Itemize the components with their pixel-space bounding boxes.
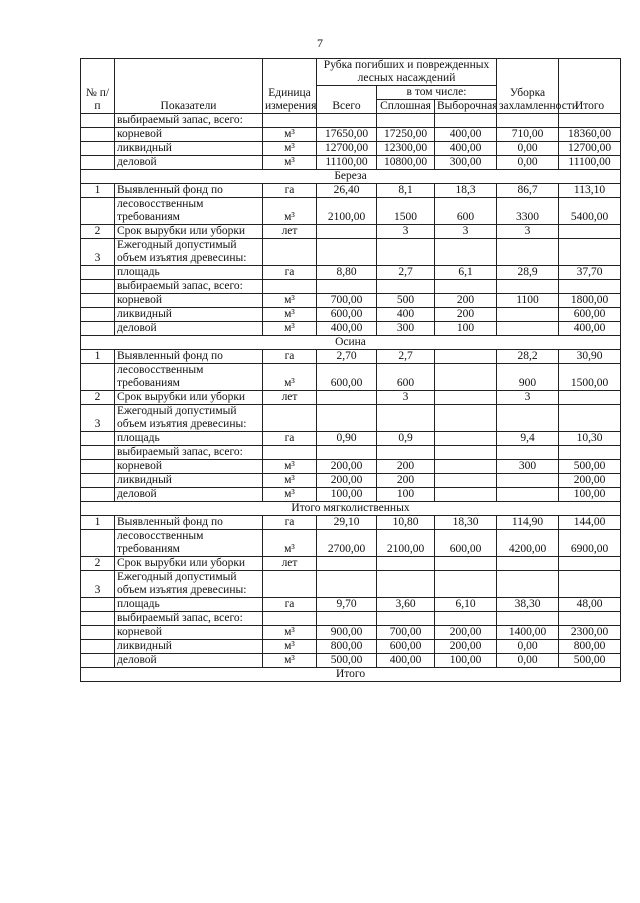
row-selective: 600,00	[435, 530, 497, 557]
row-unit: м³	[263, 294, 317, 308]
row-selective: 200	[435, 294, 497, 308]
row-total	[317, 571, 377, 598]
row-unit: м³	[263, 488, 317, 502]
section-header-row	[81, 336, 621, 350]
header-unit: Единица измерения	[263, 59, 317, 114]
row-cleanup: 4200,00	[497, 530, 559, 557]
row-label: Выявленный фонд по	[115, 184, 263, 198]
row-cleanup	[497, 280, 559, 294]
row-sum: 2300,00	[559, 626, 621, 640]
table-row	[81, 391, 621, 405]
row-clear: 3	[377, 225, 435, 239]
row-clear: 2,7	[377, 266, 435, 280]
row-sum: 200,00	[559, 474, 621, 488]
row-num: 1	[81, 516, 115, 530]
row-num: 2	[81, 391, 115, 405]
row-num: 1	[81, 184, 115, 198]
row-clear: 200	[377, 460, 435, 474]
row-cleanup: 300	[497, 460, 559, 474]
row-clear: 300	[377, 322, 435, 336]
header-total: Всего	[317, 86, 377, 114]
table-row	[81, 239, 621, 266]
row-total: 17650,00	[317, 128, 377, 142]
row-selective	[435, 364, 497, 391]
row-num	[81, 530, 115, 557]
row-selective: 100	[435, 322, 497, 336]
row-clear: 3	[377, 391, 435, 405]
table-row	[81, 308, 621, 322]
row-selective: 600	[435, 198, 497, 225]
row-label: корневой	[115, 460, 263, 474]
row-unit: м³	[263, 308, 317, 322]
row-num	[81, 280, 115, 294]
row-label: ликвидный	[115, 640, 263, 654]
row-total	[317, 405, 377, 432]
page-number: 7	[317, 36, 323, 50]
row-cleanup: 28,9	[497, 266, 559, 280]
row-selective: 400,00	[435, 142, 497, 156]
row-cleanup: 0,00	[497, 654, 559, 668]
table-row	[81, 225, 621, 239]
row-selective	[435, 488, 497, 502]
row-selective: 6,10	[435, 598, 497, 612]
row-selective: 18,3	[435, 184, 497, 198]
row-total: 200,00	[317, 460, 377, 474]
row-selective: 6,1	[435, 266, 497, 280]
header-clear: Сплошная	[377, 100, 435, 114]
row-selective	[435, 446, 497, 460]
row-unit: м³	[263, 156, 317, 170]
row-clear: 400,00	[377, 654, 435, 668]
row-unit: м³	[263, 640, 317, 654]
row-total	[317, 446, 377, 460]
row-sum: 18360,00	[559, 128, 621, 142]
row-total: 400,00	[317, 322, 377, 336]
row-clear: 600	[377, 364, 435, 391]
row-num: 2	[81, 225, 115, 239]
row-total: 2100,00	[317, 198, 377, 225]
row-label: корневой	[115, 626, 263, 640]
row-num	[81, 156, 115, 170]
row-cleanup: 900	[497, 364, 559, 391]
row-label: корневой	[115, 294, 263, 308]
row-sum: 12700,00	[559, 142, 621, 156]
row-sum	[559, 280, 621, 294]
row-sum	[559, 225, 621, 239]
row-sum: 500,00	[559, 654, 621, 668]
row-unit	[263, 114, 317, 128]
row-label: Срок вырубки или уборки	[115, 225, 263, 239]
row-unit: м³	[263, 474, 317, 488]
row-unit: м³	[263, 128, 317, 142]
row-label: выбираемый запас, всего:	[115, 446, 263, 460]
table-row	[81, 557, 621, 571]
row-cleanup	[497, 322, 559, 336]
row-clear: 17250,00	[377, 128, 435, 142]
row-num: 3	[81, 405, 115, 432]
row-cleanup	[497, 474, 559, 488]
table-row	[81, 350, 621, 364]
row-total	[317, 391, 377, 405]
row-num	[81, 142, 115, 156]
table-row	[81, 626, 621, 640]
row-cleanup: 114,90	[497, 516, 559, 530]
row-selective	[435, 405, 497, 432]
row-total: 600,00	[317, 364, 377, 391]
row-label: лесовосственным требованиям	[115, 530, 263, 557]
row-unit: м³	[263, 322, 317, 336]
row-clear: 600,00	[377, 640, 435, 654]
row-unit: га	[263, 184, 317, 198]
row-selective: 18,30	[435, 516, 497, 530]
table-row	[81, 114, 621, 128]
row-label: площадь	[115, 266, 263, 280]
forest-table	[80, 58, 621, 682]
row-unit: м³	[263, 198, 317, 225]
row-sum: 500,00	[559, 460, 621, 474]
row-total	[317, 225, 377, 239]
row-selective: 300,00	[435, 156, 497, 170]
table-row	[81, 488, 621, 502]
row-sum: 800,00	[559, 640, 621, 654]
header-logging: Рубка погибших и поврежденных лесных насаждений	[317, 59, 497, 86]
row-sum: 600,00	[559, 308, 621, 322]
row-sum: 10,30	[559, 432, 621, 446]
row-total: 100,00	[317, 488, 377, 502]
table-row	[81, 294, 621, 308]
row-total	[317, 280, 377, 294]
row-unit: га	[263, 266, 317, 280]
row-clear: 1500	[377, 198, 435, 225]
row-cleanup: 3300	[497, 198, 559, 225]
row-selective	[435, 280, 497, 294]
row-selective	[435, 432, 497, 446]
row-unit: га	[263, 350, 317, 364]
row-total: 11100,00	[317, 156, 377, 170]
row-sum: 11100,00	[559, 156, 621, 170]
row-cleanup	[497, 239, 559, 266]
table-row	[81, 142, 621, 156]
row-total	[317, 114, 377, 128]
row-total: 12700,00	[317, 142, 377, 156]
row-total	[317, 239, 377, 266]
row-clear: 200	[377, 474, 435, 488]
row-label: Ежегодный допустимый объем изъятия древесины:	[115, 571, 263, 598]
row-sum	[559, 571, 621, 598]
row-selective	[435, 557, 497, 571]
row-clear	[377, 114, 435, 128]
table-row	[81, 405, 621, 432]
row-sum: 1500,00	[559, 364, 621, 391]
row-unit: м³	[263, 530, 317, 557]
table-row	[81, 266, 621, 280]
table-row	[81, 654, 621, 668]
row-total: 26,40	[317, 184, 377, 198]
row-num	[81, 364, 115, 391]
row-selective: 200,00	[435, 626, 497, 640]
row-sum: 113,10	[559, 184, 621, 198]
row-selective	[435, 571, 497, 598]
row-sum: 37,70	[559, 266, 621, 280]
row-cleanup: 0,00	[497, 640, 559, 654]
row-total: 2700,00	[317, 530, 377, 557]
row-cleanup	[497, 557, 559, 571]
row-total: 600,00	[317, 308, 377, 322]
table-row	[81, 432, 621, 446]
row-cleanup	[497, 114, 559, 128]
row-total	[317, 612, 377, 626]
row-num	[81, 266, 115, 280]
row-cleanup: 1400,00	[497, 626, 559, 640]
row-label: выбираемый запас, всего:	[115, 612, 263, 626]
row-total: 8,80	[317, 266, 377, 280]
row-label: Ежегодный допустимый объем изъятия древесины:	[115, 405, 263, 432]
table-row	[81, 460, 621, 474]
row-label: корневой	[115, 128, 263, 142]
row-cleanup	[497, 571, 559, 598]
row-total: 500,00	[317, 654, 377, 668]
row-unit: м³	[263, 626, 317, 640]
row-cleanup: 86,7	[497, 184, 559, 198]
row-clear: 2100,00	[377, 530, 435, 557]
section-title: Береза	[81, 170, 621, 184]
row-selective: 200,00	[435, 640, 497, 654]
row-total: 29,10	[317, 516, 377, 530]
table-row	[81, 516, 621, 530]
row-cleanup	[497, 488, 559, 502]
row-cleanup	[497, 446, 559, 460]
table-row	[81, 640, 621, 654]
section-title: Осина	[81, 336, 621, 350]
row-total: 900,00	[317, 626, 377, 640]
row-sum	[559, 114, 621, 128]
row-num: 3	[81, 571, 115, 598]
row-clear	[377, 280, 435, 294]
header-indicator: Показатели	[115, 59, 263, 114]
row-label: Выявленный фонд по	[115, 350, 263, 364]
row-total: 800,00	[317, 640, 377, 654]
row-selective: 3	[435, 225, 497, 239]
row-unit: м³	[263, 654, 317, 668]
row-num	[81, 446, 115, 460]
row-label: деловой	[115, 654, 263, 668]
row-sum: 48,00	[559, 598, 621, 612]
row-cleanup: 3	[497, 225, 559, 239]
row-cleanup: 38,30	[497, 598, 559, 612]
row-clear: 10800,00	[377, 156, 435, 170]
row-clear	[377, 239, 435, 266]
table-row	[81, 198, 621, 225]
row-num	[81, 432, 115, 446]
row-label: Ежегодный допустимый объем изъятия древесины:	[115, 239, 263, 266]
row-num: 2	[81, 557, 115, 571]
row-clear	[377, 405, 435, 432]
row-label: деловой	[115, 488, 263, 502]
row-label: Срок вырубки или уборки	[115, 391, 263, 405]
row-unit: га	[263, 432, 317, 446]
table-row	[81, 530, 621, 557]
row-label: деловой	[115, 156, 263, 170]
row-num	[81, 128, 115, 142]
row-selective	[435, 239, 497, 266]
row-label: Выявленный фонд по	[115, 516, 263, 530]
row-num	[81, 474, 115, 488]
row-label: лесовосственным требованиям	[115, 364, 263, 391]
row-cleanup: 0,00	[497, 142, 559, 156]
table-row	[81, 156, 621, 170]
row-unit	[263, 571, 317, 598]
row-cleanup: 710,00	[497, 128, 559, 142]
row-num	[81, 598, 115, 612]
row-sum	[559, 612, 621, 626]
row-total: 9,70	[317, 598, 377, 612]
row-total	[317, 557, 377, 571]
header-cleanup: Уборка захламленности	[497, 59, 559, 114]
row-unit: га	[263, 598, 317, 612]
row-clear: 0,9	[377, 432, 435, 446]
row-clear: 10,80	[377, 516, 435, 530]
row-num	[81, 460, 115, 474]
row-num	[81, 654, 115, 668]
row-total: 200,00	[317, 474, 377, 488]
row-sum: 1800,00	[559, 294, 621, 308]
row-num	[81, 488, 115, 502]
row-label: лесовосственным требованиям	[115, 198, 263, 225]
row-cleanup: 28,2	[497, 350, 559, 364]
row-label: площадь	[115, 598, 263, 612]
row-clear: 2,7	[377, 350, 435, 364]
row-cleanup: 1100	[497, 294, 559, 308]
row-unit	[263, 446, 317, 460]
section-title: Итого	[81, 668, 621, 682]
row-num	[81, 322, 115, 336]
row-selective: 100,00	[435, 654, 497, 668]
row-num	[81, 626, 115, 640]
row-label: деловой	[115, 322, 263, 336]
row-num	[81, 640, 115, 654]
row-selective: 400,00	[435, 128, 497, 142]
row-sum: 30,90	[559, 350, 621, 364]
row-cleanup	[497, 405, 559, 432]
row-selective: 200	[435, 308, 497, 322]
row-num	[81, 114, 115, 128]
row-selective	[435, 474, 497, 488]
row-label: ликвидный	[115, 142, 263, 156]
row-selective	[435, 460, 497, 474]
row-clear: 3,60	[377, 598, 435, 612]
row-unit	[263, 239, 317, 266]
table-row	[81, 364, 621, 391]
row-sum: 400,00	[559, 322, 621, 336]
row-unit: лет	[263, 557, 317, 571]
row-selective	[435, 114, 497, 128]
row-clear: 400	[377, 308, 435, 322]
row-label: ликвидный	[115, 474, 263, 488]
header-num: № п/п	[81, 59, 115, 114]
row-unit: лет	[263, 391, 317, 405]
row-unit: м³	[263, 364, 317, 391]
row-unit	[263, 612, 317, 626]
table-row	[81, 280, 621, 294]
row-total: 0,90	[317, 432, 377, 446]
row-num	[81, 308, 115, 322]
row-unit: га	[263, 516, 317, 530]
row-label: площадь	[115, 432, 263, 446]
row-sum	[559, 391, 621, 405]
row-clear	[377, 557, 435, 571]
table-row	[81, 446, 621, 460]
row-num	[81, 612, 115, 626]
row-sum	[559, 446, 621, 460]
table-row	[81, 612, 621, 626]
table-row	[81, 322, 621, 336]
row-sum	[559, 239, 621, 266]
row-clear: 700,00	[377, 626, 435, 640]
row-clear	[377, 612, 435, 626]
table-row	[81, 598, 621, 612]
row-cleanup: 9,4	[497, 432, 559, 446]
row-total: 700,00	[317, 294, 377, 308]
row-sum: 6900,00	[559, 530, 621, 557]
row-num: 3	[81, 239, 115, 266]
row-unit: м³	[263, 460, 317, 474]
section-header-row	[81, 170, 621, 184]
row-total: 2,70	[317, 350, 377, 364]
table-row	[81, 128, 621, 142]
row-sum: 144,00	[559, 516, 621, 530]
section-title: Итого мягколиственных	[81, 502, 621, 516]
row-unit: лет	[263, 225, 317, 239]
row-unit: м³	[263, 142, 317, 156]
row-selective	[435, 350, 497, 364]
row-cleanup: 3	[497, 391, 559, 405]
row-label: выбираемый запас, всего:	[115, 280, 263, 294]
row-clear: 100	[377, 488, 435, 502]
row-num	[81, 198, 115, 225]
row-sum	[559, 405, 621, 432]
row-cleanup	[497, 612, 559, 626]
table-row	[81, 474, 621, 488]
row-clear	[377, 446, 435, 460]
table-row	[81, 184, 621, 198]
row-sum	[559, 557, 621, 571]
section-header-row	[81, 668, 621, 682]
row-cleanup	[497, 308, 559, 322]
section-header-row	[81, 502, 621, 516]
table-row	[81, 571, 621, 598]
row-clear: 8,1	[377, 184, 435, 198]
row-unit	[263, 280, 317, 294]
row-selective	[435, 391, 497, 405]
row-clear: 12300,00	[377, 142, 435, 156]
row-cleanup: 0,00	[497, 156, 559, 170]
row-sum: 5400,00	[559, 198, 621, 225]
row-selective	[435, 612, 497, 626]
header-including: в том числе:	[377, 86, 497, 100]
row-num	[81, 294, 115, 308]
row-sum: 100,00	[559, 488, 621, 502]
row-num: 1	[81, 350, 115, 364]
header-sum: Итого	[559, 59, 621, 114]
row-clear: 500	[377, 294, 435, 308]
row-clear	[377, 571, 435, 598]
row-label: Срок вырубки или уборки	[115, 557, 263, 571]
row-label: выбираемый запас, всего:	[115, 114, 263, 128]
row-label: ликвидный	[115, 308, 263, 322]
header-selective: Выборочная	[435, 100, 497, 114]
row-unit	[263, 405, 317, 432]
